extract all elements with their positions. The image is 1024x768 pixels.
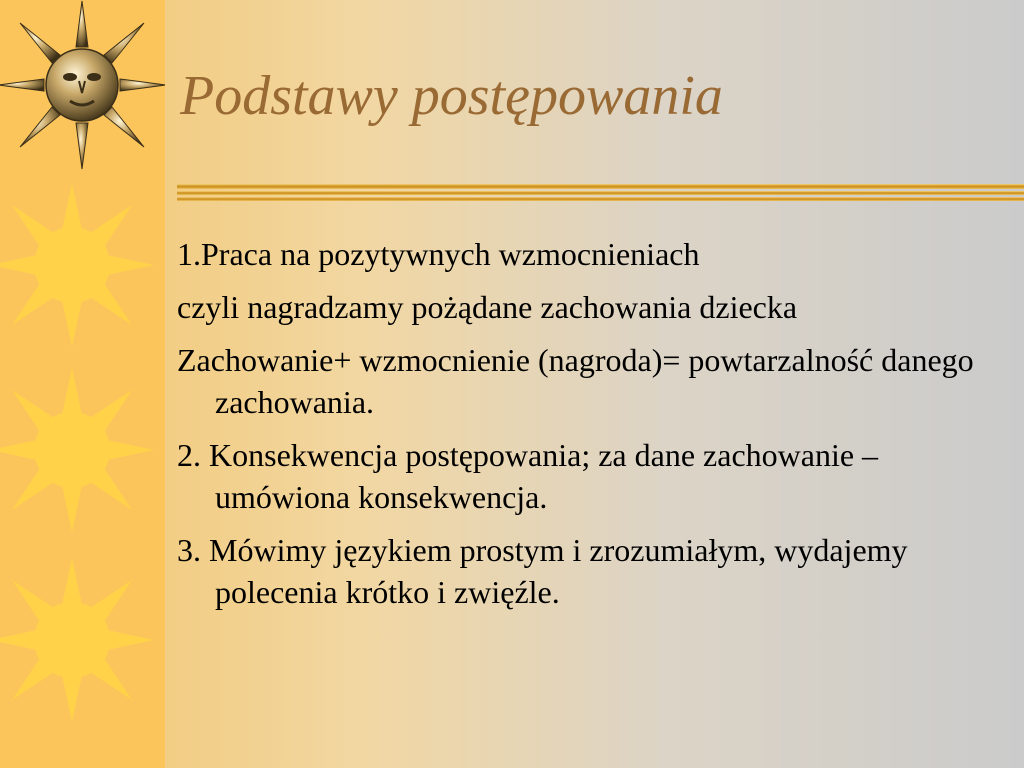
sun-face-icon <box>0 1 165 169</box>
slide-title: Podstawy postępowania <box>180 65 723 127</box>
slide-body <box>177 233 1007 624</box>
sun-icon <box>0 183 154 347</box>
paragraph: 3. Mówimy językiem prostym i zrozumiałym, wydajemy polecenia krótko i zwięźle. <box>177 532 908 610</box>
sun-icon <box>0 558 154 722</box>
paragraph: 1.Praca na pozytywnych wzmocnieniach <box>177 236 700 272</box>
sun-decorations <box>0 0 165 768</box>
paragraph: Zachowanie+ wzmocnienie (nagroda)= powtarzalność danego zachowania. <box>177 342 974 420</box>
paragraph: czyli nagradzamy pożądane zachowania dziecka <box>177 289 798 325</box>
paragraph: 2. Konsekwencja postępowania; za dane zachowanie – umówiona konsekwencja. <box>177 437 879 515</box>
decorative-sun-band <box>0 0 165 768</box>
sun-icon <box>0 368 154 532</box>
title-divider <box>177 182 1024 204</box>
